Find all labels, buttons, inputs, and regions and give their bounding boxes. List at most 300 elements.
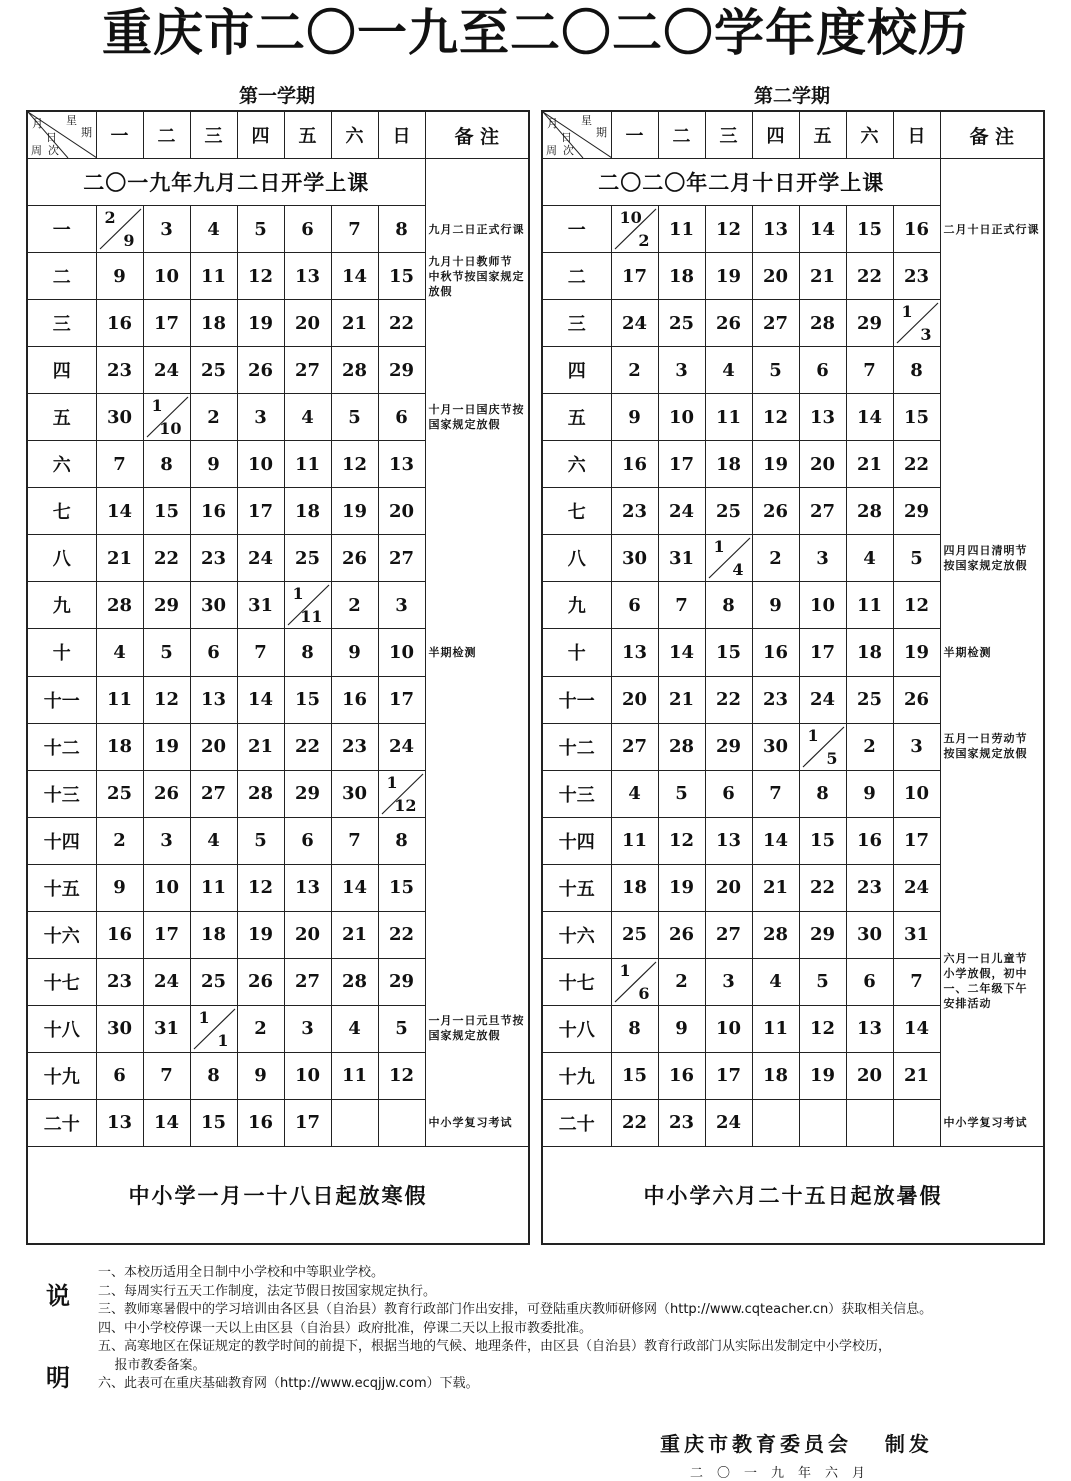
week-number: 二十 xyxy=(27,1099,96,1146)
day-cell: 16 xyxy=(96,300,143,347)
day-cell: 18 xyxy=(96,723,143,770)
day-cell: 9 xyxy=(96,253,143,300)
note-text: 中小学复习考试 xyxy=(428,1115,513,1129)
explanation-label-1: 说 xyxy=(46,1281,70,1310)
explanation-list xyxy=(98,1264,1058,1394)
day-cell: 12 xyxy=(705,206,752,253)
day-cell: 6 xyxy=(284,817,331,864)
day-cell: 14 xyxy=(237,676,284,723)
week-number: 六 xyxy=(27,441,96,488)
day-cell: 11 xyxy=(611,817,658,864)
day-cell: 4 xyxy=(190,817,237,864)
day-cell: 28 xyxy=(96,582,143,629)
weekday-header: 六 xyxy=(331,111,378,159)
day-cell: 3 xyxy=(237,394,284,441)
corner-label: 月 xyxy=(547,117,558,130)
day-cell: 18 xyxy=(284,488,331,535)
day-cell: 14 xyxy=(799,206,846,253)
day-cell: 15 xyxy=(378,864,425,911)
note-text: 半期检测 xyxy=(943,645,992,659)
day-cell: 15 xyxy=(893,394,940,441)
month-number: 3 xyxy=(920,325,932,345)
day-cell: 15 xyxy=(705,629,752,676)
day-cell: 20 xyxy=(190,723,237,770)
day-cell: 2 xyxy=(237,1005,284,1052)
day-cell: 22 xyxy=(284,723,331,770)
day-cell: 8 xyxy=(611,1005,658,1052)
week-number: 五 xyxy=(542,394,611,441)
day-cell: 31 xyxy=(893,911,940,958)
day-cell: 14 xyxy=(752,817,799,864)
day-cell: 23 xyxy=(96,958,143,1005)
day-cell: 8 xyxy=(893,347,940,394)
day-cell: 29 xyxy=(799,911,846,958)
month-start-cell xyxy=(611,958,658,1005)
day-cell: 26 xyxy=(893,676,940,723)
day-cell: 20 xyxy=(611,676,658,723)
day-cell: 18 xyxy=(190,300,237,347)
weekday-header: 二 xyxy=(143,111,190,159)
day-cell: 6 xyxy=(611,582,658,629)
day-cell: 13 xyxy=(190,676,237,723)
day-cell: 16 xyxy=(658,1052,705,1099)
week-number: 七 xyxy=(542,488,611,535)
month-number: 6 xyxy=(638,983,650,1003)
week-number: 四 xyxy=(542,347,611,394)
day-cell: 3 xyxy=(893,723,940,770)
week-number: 五 xyxy=(27,394,96,441)
note-text: 十月一日国庆节按 国家规定放假 xyxy=(428,403,525,431)
week-number: 二 xyxy=(27,253,96,300)
day-cell: 8 xyxy=(143,441,190,488)
day-cell: 5 xyxy=(799,958,846,1005)
day-cell: 18 xyxy=(752,1052,799,1099)
day-cell: 17 xyxy=(611,253,658,300)
day-cell: 4 xyxy=(705,347,752,394)
day-cell: 28 xyxy=(799,300,846,347)
corner-label: 期 xyxy=(596,126,607,139)
day-cell: 30 xyxy=(96,394,143,441)
week-number: 十四 xyxy=(27,817,96,864)
day-cell: 20 xyxy=(846,1052,893,1099)
weekday-header: 日 xyxy=(893,111,940,159)
day-cell: 21 xyxy=(237,723,284,770)
day-cell: 19 xyxy=(893,629,940,676)
day-cell: 5 xyxy=(752,347,799,394)
day-cell: 15 xyxy=(190,1099,237,1146)
day-cell: 23 xyxy=(893,253,940,300)
day-cell: 8 xyxy=(378,817,425,864)
day-cell: 19 xyxy=(331,488,378,535)
day-cell xyxy=(893,1099,940,1146)
day-cell: 17 xyxy=(378,676,425,723)
week-number: 十一 xyxy=(27,676,96,723)
day-cell: 25 xyxy=(96,770,143,817)
day-cell: 14 xyxy=(96,488,143,535)
day-cell: 22 xyxy=(378,911,425,958)
day-cell: 29 xyxy=(705,723,752,770)
day-cell: 11 xyxy=(190,253,237,300)
day-cell: 12 xyxy=(893,582,940,629)
day-cell: 27 xyxy=(752,300,799,347)
month-number: 9 xyxy=(123,231,135,251)
day-cell: 12 xyxy=(237,253,284,300)
corner-label: 日 xyxy=(561,131,572,144)
day-cell: 23 xyxy=(846,864,893,911)
day-cell xyxy=(799,1099,846,1146)
day-cell: 2 xyxy=(96,817,143,864)
day-cell: 9 xyxy=(237,1052,284,1099)
month-start-cell xyxy=(705,535,752,582)
day-cell: 3 xyxy=(284,1005,331,1052)
day-cell: 17 xyxy=(284,1099,331,1146)
day-cell: 28 xyxy=(658,723,705,770)
day-cell: 27 xyxy=(284,347,331,394)
day-number: 2 xyxy=(104,208,116,228)
day-cell: 17 xyxy=(143,300,190,347)
day-cell: 5 xyxy=(237,206,284,253)
semester-2-panel xyxy=(541,82,1043,1245)
day-cell: 20 xyxy=(705,864,752,911)
day-cell: 6 xyxy=(190,629,237,676)
day-cell: 10 xyxy=(143,253,190,300)
day-cell: 16 xyxy=(96,911,143,958)
day-cell: 26 xyxy=(331,535,378,582)
day-cell: 17 xyxy=(143,911,190,958)
week-number: 三 xyxy=(27,300,96,347)
day-cell: 22 xyxy=(799,864,846,911)
day-cell: 29 xyxy=(284,770,331,817)
day-cell: 10 xyxy=(799,582,846,629)
notes-column xyxy=(940,159,1044,1147)
corner-label: 周 xyxy=(546,144,557,157)
day-cell: 7 xyxy=(658,582,705,629)
explanation-item: 四、中小学校停课一天以上由区县（自治县）政府批准，停课二天以上报市教委批准。 xyxy=(98,1320,593,1336)
day-cell: 26 xyxy=(705,300,752,347)
day-cell: 13 xyxy=(284,864,331,911)
day-cell: 13 xyxy=(846,1005,893,1052)
day-cell: 25 xyxy=(705,488,752,535)
day-cell: 3 xyxy=(143,817,190,864)
week-number: 十二 xyxy=(27,723,96,770)
day-cell: 9 xyxy=(96,864,143,911)
day-cell: 6 xyxy=(378,394,425,441)
week-number: 十八 xyxy=(27,1005,96,1052)
day-cell: 20 xyxy=(378,488,425,535)
corner-label: 日 xyxy=(46,131,57,144)
month-start-cell xyxy=(611,206,658,253)
day-cell: 29 xyxy=(846,300,893,347)
day-cell: 28 xyxy=(331,958,378,1005)
day-cell: 22 xyxy=(705,676,752,723)
day-cell: 24 xyxy=(705,1099,752,1146)
day-cell: 2 xyxy=(752,535,799,582)
day-cell: 14 xyxy=(143,1099,190,1146)
day-cell: 7 xyxy=(846,347,893,394)
week-number: 二十 xyxy=(542,1099,611,1146)
day-cell: 7 xyxy=(96,441,143,488)
day-cell: 25 xyxy=(846,676,893,723)
day-cell: 14 xyxy=(331,253,378,300)
week-number: 十九 xyxy=(542,1052,611,1099)
day-cell: 13 xyxy=(284,253,331,300)
day-cell: 6 xyxy=(284,206,331,253)
day-cell: 23 xyxy=(611,488,658,535)
week-number: 十六 xyxy=(542,911,611,958)
day-cell: 9 xyxy=(658,1005,705,1052)
week-number: 十五 xyxy=(27,864,96,911)
day-cell: 17 xyxy=(658,441,705,488)
day-cell: 24 xyxy=(143,347,190,394)
day-cell: 9 xyxy=(752,582,799,629)
weekday-header: 三 xyxy=(190,111,237,159)
month-number: 11 xyxy=(300,607,323,627)
issue-date: 二〇一九年六月 xyxy=(690,1466,880,1481)
week-number: 八 xyxy=(542,535,611,582)
week-number: 十三 xyxy=(542,770,611,817)
day-cell: 3 xyxy=(143,206,190,253)
day-cell: 18 xyxy=(611,864,658,911)
week-number: 三 xyxy=(542,300,611,347)
day-cell: 30 xyxy=(96,1005,143,1052)
day-cell: 19 xyxy=(143,723,190,770)
day-cell: 16 xyxy=(893,206,940,253)
weekday-header: 五 xyxy=(284,111,331,159)
month-start-cell xyxy=(96,206,143,253)
month-start-cell xyxy=(143,394,190,441)
day-cell: 26 xyxy=(143,770,190,817)
day-cell: 16 xyxy=(846,817,893,864)
month-start-cell xyxy=(378,770,425,817)
day-cell: 11 xyxy=(331,1052,378,1099)
day-cell: 30 xyxy=(846,911,893,958)
day-cell: 10 xyxy=(893,770,940,817)
day-cell: 11 xyxy=(752,1005,799,1052)
month-start-cell xyxy=(190,1005,237,1052)
day-cell: 12 xyxy=(331,441,378,488)
explanation-label-2: 明 xyxy=(46,1363,70,1392)
day-cell: 28 xyxy=(331,347,378,394)
day-cell: 18 xyxy=(658,253,705,300)
week-number: 四 xyxy=(27,347,96,394)
week-number: 十 xyxy=(542,629,611,676)
day-cell: 17 xyxy=(799,629,846,676)
weekday-header: 四 xyxy=(752,111,799,159)
day-cell: 2 xyxy=(611,347,658,394)
opening-date: 二〇一九年九月二日开学上课 xyxy=(27,159,425,206)
week-number: 十一 xyxy=(542,676,611,723)
day-cell: 25 xyxy=(658,300,705,347)
day-cell: 11 xyxy=(705,394,752,441)
day-cell: 21 xyxy=(96,535,143,582)
day-cell: 11 xyxy=(96,676,143,723)
day-cell: 25 xyxy=(190,958,237,1005)
day-cell: 7 xyxy=(331,206,378,253)
corner-label: 次 xyxy=(48,144,59,157)
month-number: 5 xyxy=(826,748,838,768)
day-cell: 24 xyxy=(893,864,940,911)
day-cell: 27 xyxy=(378,535,425,582)
notes-header: 备 注 xyxy=(425,111,529,159)
day-cell: 27 xyxy=(799,488,846,535)
day-cell: 15 xyxy=(378,253,425,300)
day-number: 10 xyxy=(619,208,642,228)
day-cell: 6 xyxy=(705,770,752,817)
day-cell: 21 xyxy=(752,864,799,911)
day-cell: 9 xyxy=(331,629,378,676)
day-cell: 27 xyxy=(190,770,237,817)
month-number: 2 xyxy=(638,231,650,251)
corner-label: 次 xyxy=(563,144,574,157)
week-number: 十七 xyxy=(542,958,611,1005)
day-cell: 29 xyxy=(893,488,940,535)
day-cell: 23 xyxy=(96,347,143,394)
corner-header xyxy=(542,111,611,159)
weekday-header: 一 xyxy=(96,111,143,159)
day-cell: 20 xyxy=(799,441,846,488)
weekday-header: 日 xyxy=(378,111,425,159)
explanation-item: 报市教委备案。 xyxy=(98,1357,206,1373)
month-number: 4 xyxy=(732,560,744,580)
day-cell: 25 xyxy=(190,347,237,394)
day-cell: 10 xyxy=(658,394,705,441)
week-number: 十六 xyxy=(27,911,96,958)
day-cell: 13 xyxy=(611,629,658,676)
week-number: 十 xyxy=(27,629,96,676)
week-number: 十四 xyxy=(542,817,611,864)
month-start-cell xyxy=(799,723,846,770)
day-cell: 28 xyxy=(237,770,284,817)
day-cell xyxy=(752,1099,799,1146)
day-cell: 14 xyxy=(331,864,378,911)
day-cell: 18 xyxy=(190,911,237,958)
day-cell: 4 xyxy=(846,535,893,582)
day-cell: 13 xyxy=(96,1099,143,1146)
day-cell: 8 xyxy=(378,206,425,253)
day-cell: 6 xyxy=(799,347,846,394)
day-cell: 12 xyxy=(752,394,799,441)
day-cell: 3 xyxy=(705,958,752,1005)
day-cell: 4 xyxy=(611,770,658,817)
day-cell: 14 xyxy=(893,1005,940,1052)
note-text: 九月二日正式行课 xyxy=(428,222,525,236)
day-cell: 24 xyxy=(143,958,190,1005)
corner-label: 星 xyxy=(66,114,77,127)
day-cell: 22 xyxy=(143,535,190,582)
day-cell: 7 xyxy=(893,958,940,1005)
page-title: 重庆市二〇一九至二〇二〇学年度校历 xyxy=(102,3,969,62)
day-cell: 21 xyxy=(331,300,378,347)
day-cell: 14 xyxy=(846,394,893,441)
day-cell: 10 xyxy=(237,441,284,488)
week-number: 十三 xyxy=(27,770,96,817)
day-cell: 10 xyxy=(378,629,425,676)
note-text: 九月十日教师节 中秋节按国家规定 放假 xyxy=(428,254,525,298)
day-cell: 25 xyxy=(611,911,658,958)
day-cell: 21 xyxy=(893,1052,940,1099)
day-cell: 5 xyxy=(331,394,378,441)
day-cell: 18 xyxy=(846,629,893,676)
corner-label: 月 xyxy=(32,117,43,130)
day-cell: 8 xyxy=(705,582,752,629)
day-cell: 12 xyxy=(658,817,705,864)
day-cell: 21 xyxy=(799,253,846,300)
day-cell: 7 xyxy=(143,1052,190,1099)
day-cell: 12 xyxy=(237,864,284,911)
week-number: 十八 xyxy=(542,1005,611,1052)
week-number: 九 xyxy=(27,582,96,629)
day-cell xyxy=(331,1099,378,1146)
weekday-header: 四 xyxy=(237,111,284,159)
day-cell: 8 xyxy=(190,1052,237,1099)
semester-title: 第一学期 xyxy=(238,85,315,107)
corner-header xyxy=(27,111,96,159)
day-cell: 11 xyxy=(846,582,893,629)
day-cell: 4 xyxy=(190,206,237,253)
day-cell: 11 xyxy=(284,441,331,488)
day-cell: 9 xyxy=(190,441,237,488)
day-cell: 26 xyxy=(237,347,284,394)
note-text: 四月四日清明节 按国家规定放假 xyxy=(943,544,1028,572)
vacation-notice: 中小学六月二十五日起放暑假 xyxy=(542,1147,1044,1245)
day-number: 1 xyxy=(292,584,304,604)
day-cell: 20 xyxy=(284,300,331,347)
day-cell: 2 xyxy=(846,723,893,770)
day-cell: 5 xyxy=(378,1005,425,1052)
week-number: 一 xyxy=(27,206,96,253)
day-cell: 27 xyxy=(284,958,331,1005)
week-number: 七 xyxy=(27,488,96,535)
explanation-item: 五、高寒地区在保证规定的教学时间的前提下，根据当地的气候、地理条件，由区县（自治县）教育行政部门从实际出发制定中小学校历， xyxy=(98,1339,892,1354)
day-cell: 5 xyxy=(237,817,284,864)
opening-date: 二〇二〇年二月十日开学上课 xyxy=(542,159,940,206)
day-cell: 16 xyxy=(611,441,658,488)
day-cell: 12 xyxy=(143,676,190,723)
weekday-header: 一 xyxy=(611,111,658,159)
month-start-cell xyxy=(284,582,331,629)
day-cell xyxy=(846,1099,893,1146)
day-cell: 22 xyxy=(846,253,893,300)
day-cell: 5 xyxy=(143,629,190,676)
day-cell: 9 xyxy=(846,770,893,817)
day-cell: 26 xyxy=(237,958,284,1005)
month-number: 12 xyxy=(394,795,417,815)
day-cell: 4 xyxy=(331,1005,378,1052)
day-cell: 3 xyxy=(658,347,705,394)
week-number: 十五 xyxy=(542,864,611,911)
note-text: 五月一日劳动节 按国家规定放假 xyxy=(943,732,1028,760)
day-cell: 23 xyxy=(331,723,378,770)
day-cell: 27 xyxy=(705,911,752,958)
vacation-notice: 中小学一月一十八日起放寒假 xyxy=(27,1147,529,1245)
day-cell: 2 xyxy=(190,394,237,441)
day-cell xyxy=(378,1099,425,1146)
week-number: 十二 xyxy=(542,723,611,770)
day-cell: 30 xyxy=(611,535,658,582)
week-number: 一 xyxy=(542,206,611,253)
explanation-item: 三、教师寒暑假中的学习培训由各区县（自治县）教育行政部门作出安排，可登陆重庆教师研修网（http://www.cqteacher.cn）获取相关信息。 xyxy=(98,1302,933,1317)
day-cell: 19 xyxy=(752,441,799,488)
corner-label: 期 xyxy=(81,126,92,139)
week-number: 二 xyxy=(542,253,611,300)
day-cell: 20 xyxy=(284,911,331,958)
weekday-header: 三 xyxy=(705,111,752,159)
day-cell: 31 xyxy=(143,1005,190,1052)
day-cell: 12 xyxy=(378,1052,425,1099)
notes-header: 备 注 xyxy=(940,111,1044,159)
month-number: 1 xyxy=(217,1030,229,1050)
day-cell: 7 xyxy=(237,629,284,676)
